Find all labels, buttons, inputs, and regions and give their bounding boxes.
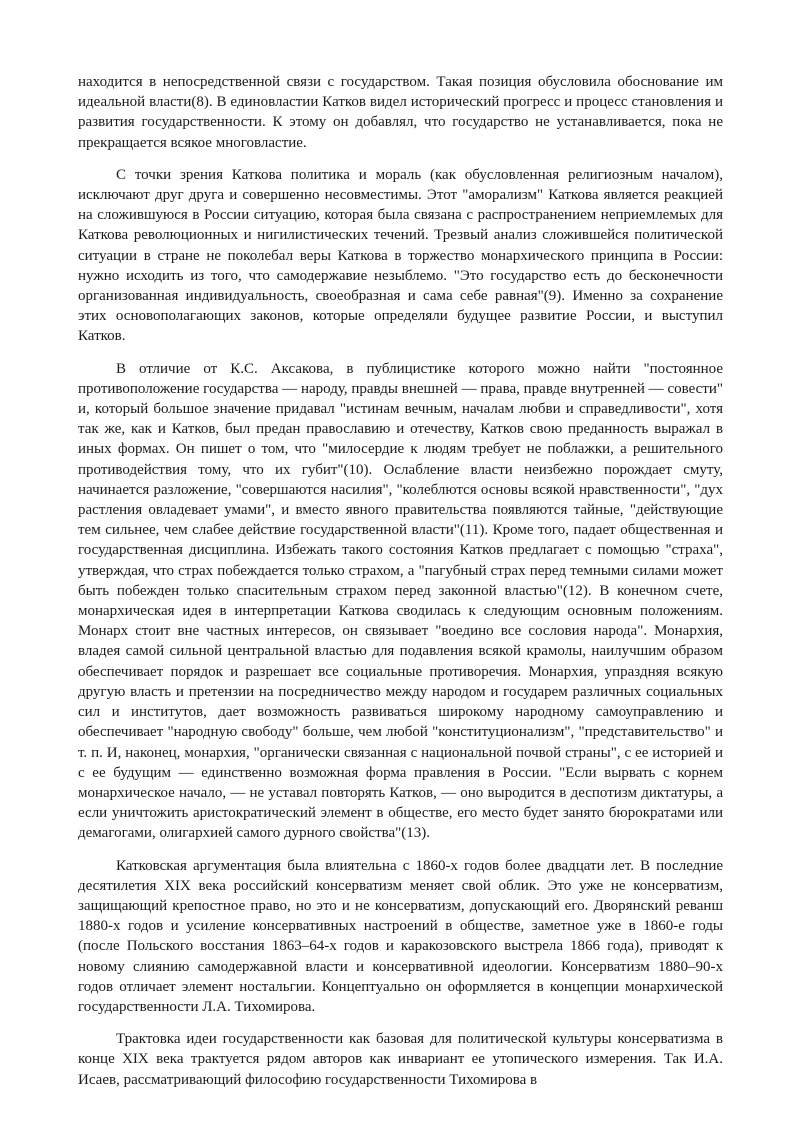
paragraph: находится в непосредственной связи с государством. Такая позиция обусловила обоснование им идеальной власти(8). В единовластии Катков видел исторический прогресс и процесс становления и развития государственности. К этому он добавлял, что государство не устанавливается, пока не прекращается всякое многовластие. — [78, 74, 723, 151]
document-page — [78, 72, 723, 1102]
paragraph: С точки зрения Каткова политика и мораль (как обусловленная религиозным началом), исключают друг друга и совершенно несовместимы. Этот "аморализм" Каткова является реакцией на сложившуюся в России ситуацию, которая была связана с распространением неприемлемых для Каткова революционных и нигилистических течений. Трезвый анализ сложившейся политической ситуации в стране не поколебал веры Каткова в торжество монархического принципа в России: нужно исходить из того, что самодержавие незыблемо. "Это государство есть до бесконечности организованная индивидуальность, своеобразная и сама себе равная"(9). Именно за сохранение этих основополагающих законов, которые определяли будущее развитие России, и выступил Катков. — [78, 166, 723, 345]
paragraph: Трактовка идеи государственности как базовая для политической культуры консерватизма в конце XIX века трактуется рядом авторов как инвариант ее утопического измерения. Так И.А. Исаев, рассматривающий философию государственности Тихомирова в — [78, 1031, 723, 1088]
paragraph: Катковская аргументация была влиятельна с 1860-х годов более двадцати лет. В последние десятилетия XIX века российский консерватизм меняет свой облик. Это уже не консерватизм, защищающий крепостное право, но это и не консерватизм, допускающий его. Дворянский реванш 1880-х годов и усиление консервативных настроений в обществе, заметное уже в 1860-е годы (после Польского восстания 1863–64-х годов и каракозовского выстрела 1866 года), приводят к новому слиянию самодержавной власти и консервативной идеологии. Консерватизм 1880–90-х годов отличает элемент ностальгии. Концептуально он оформляется в концепции монархической государственности Л.А. Тихомирова. — [78, 857, 723, 1015]
paragraph: В отличие от К.С. Аксакова, в публицистике которого можно найти "постоянное противоположение государства — народу, правды внешней — права, правде внутренней — совести" и, который большое значение придавал "истинам вечным, началам любви и справедливости", хотя так же, как и Катков, был предан православию и отечеству, Катков свою преданность выражал в иных формах. Он пишет о том, что "милосердие к людям требует не поблажки, а решительного противодействия тому, что их губит"(10). Ослабление власти неизбежно порождает смуту, начинается разложение, "совершаются насилия", "колеблются основы всякой нравственности", "дух растления овладевает умами", и вместо явного правительства появляются тайные, "действующие тем сильнее, чем слабее действие государственной власти"(11). Кроме того, падает общественная и государственная дисциплина. Избежать такого состояния Катков предлагает с помощью "страха", утверждая, что страх побеждается только страхом, а "пагубный страх перед темными силами может быть побежден только спасительным страхом перед законной властью"(12). В конечном счете, монархическая идея в интерпретации Каткова сводилась к следующим основным положениям. Монарх стоит вне частных интересов, он связывает "воедино все сословия народа". Монархия, владея самой сильной центральной властью для подавления всякой крамолы, наилучшим образом обеспечивает порядок и разрешает все социальные противоречия. Монархия, упраздняя всякую другую власть и претензии на посредничество между народом и государем различных социальных сил и институтов, дает возможность развиваться широкому народному самоуправлению и обеспечивает "народную свободу" больше, чем любой "конституционализм", "представительство" и т. п. И, наконец, монархия, "органически связанная с национальной почвой страны", с ее историей и с ее будущим — единственно возможная форма правления в России. "Если вырвать с корнем монархическое начало, — не уставал повторять Катков, — оно выродится в деспотизм диктатуры, а если уничтожить аристократический элемент в обществе, его место будет занято бюрократами или демагогами, олигархией самого дурного свойства"(13). — [78, 360, 723, 842]
